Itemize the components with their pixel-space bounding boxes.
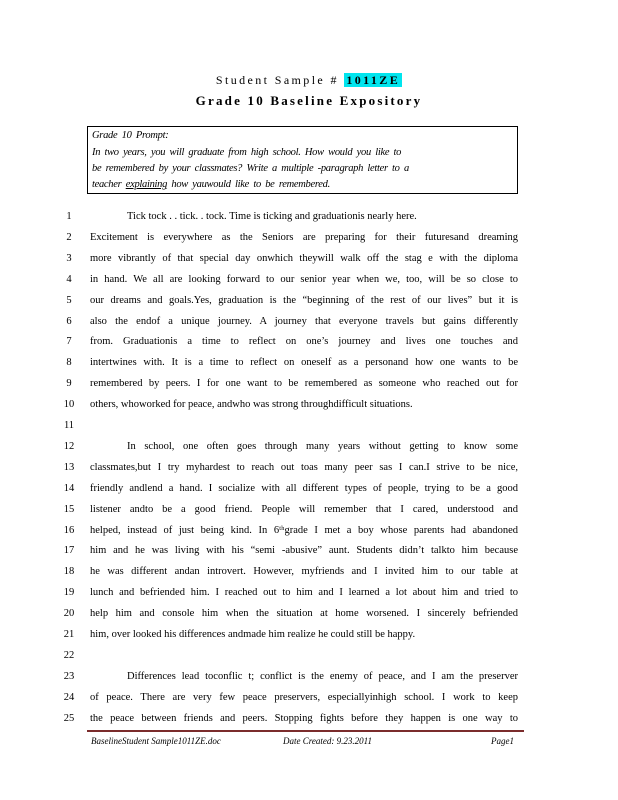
essay-line: the peace between friends and peers. Stopping fights before they happen is one way to (90, 713, 518, 724)
footer-date: Date Created: 9.23.2011 (283, 736, 372, 746)
line-number: 11 (63, 420, 75, 431)
line-number: 2 (66, 232, 72, 243)
prompt-text: how yauwould like to be remembered. (167, 179, 330, 190)
line-number: 22 (63, 650, 75, 661)
line-number: 23 (63, 671, 75, 682)
essay-line: intertwines with. It is a time to reflect on oneself as a personand how one wants to be (90, 357, 518, 368)
essay-line: also the endof a unique journey. A journey that everyone travels but gains differently (90, 316, 518, 327)
line-number: 6 (66, 316, 72, 327)
line-number: 18 (63, 566, 75, 577)
footer-page: Page1 (491, 736, 514, 746)
essay-line: Tick tock . . tick. . tock. Time is ticking and graduationis nearly here. (127, 211, 417, 222)
line-number: 17 (63, 545, 75, 556)
footer-filename: BaselineStudent Sample1011ZE.doc (91, 736, 221, 746)
line-number: 8 (66, 357, 72, 368)
line-number: 7 (66, 336, 72, 347)
essay-line: friendly andlend a hand. I socialize with all different types of people, trying to be a good (90, 483, 518, 494)
line-number: 3 (66, 253, 72, 264)
line-number: 15 (63, 504, 75, 515)
line-number: 4 (66, 274, 72, 285)
line-number: 10 (63, 399, 75, 410)
essay-line: our dreams and goals.Yes, graduation is the “beginning of the rest of our lives” but it is (90, 295, 518, 306)
essay-line: In school, one often goes through many years without getting to know some (127, 441, 518, 452)
document-subtitle: Grade 10 Baseline Expository (195, 93, 423, 108)
line-number: 19 (63, 587, 75, 598)
line-number: 21 (63, 629, 75, 640)
essay-line: Excitement is everywhere as the Seniors are preparing for their futuresand dreaming (90, 232, 518, 243)
prompt-line: In two years, you will graduate from high school. How would you like to (92, 147, 402, 158)
essay-line: classmates,but I try myhardest to reach out toas many peer sas I can.I strive to be nice, (90, 462, 518, 473)
essay-line: helped, instead of just being kind. In 6ᵗʰgrade I met a boy whose parents had abandoned (90, 525, 518, 536)
prompt-text: teacher (92, 179, 126, 190)
line-number: 9 (66, 378, 72, 389)
essay-line: him and he was living with his “semi -abusive” aunt. Students didn’t talkto him because (90, 545, 518, 556)
line-number: 24 (63, 692, 75, 703)
essay-line: in hand. We all are looking forward to our senior year when we, too, will be so close to (90, 274, 518, 285)
line-number: 16 (63, 525, 75, 536)
prompt-box (87, 126, 518, 194)
line-number: 1 (66, 211, 72, 222)
document-title (0, 73, 618, 88)
footer-rule (87, 730, 524, 732)
title-code-highlight: 1011ZE (346, 73, 401, 87)
essay-line: from. Graduationis a time to reflect on one’s journey and lives one touches and (90, 336, 518, 347)
line-number: 13 (63, 462, 75, 473)
essay-line: of peace. There are very few peace preservers, especiallyinhigh school. I work to keep (90, 692, 518, 703)
line-number: 25 (63, 713, 75, 724)
prompt-heading: Grade 10 Prompt: (92, 130, 169, 141)
essay-line: he was different andan introvert. However, myfriends and I invited him to our table at (90, 566, 518, 577)
line-number: 5 (66, 295, 72, 306)
line-number: 14 (63, 483, 75, 494)
prompt-line: be remembered by your classmates? Write a multiple -paragraph letter to a (92, 163, 409, 174)
essay-line: help him and console him when the situation at home worsened. I sincerely befriended (90, 608, 518, 619)
line-number: 12 (63, 441, 75, 452)
line-number: 20 (63, 608, 75, 619)
title-prefix: Student Sample # (215, 73, 345, 87)
essay-line: others, whoworked for peace, andwho was strong throughdifficult situations. (90, 399, 413, 410)
essay-line: listener andto be a good friend. People will remember that I cared, understood and (90, 504, 518, 515)
essay-line: remembered by peers. I for one want to be remembered as someone who reached out for (90, 378, 518, 389)
essay-line: lunch and befriended him. I reached out to him and I learned a lot about him and tried to (90, 587, 518, 598)
prompt-line (92, 179, 330, 190)
essay-line: him, over looked his differences andmade him realize he could still be happy. (90, 629, 416, 640)
prompt-underlined-word: explaining (125, 179, 168, 190)
essay-line: more vibrantly of that special day onwhich theywill walk off the stag e with the diploma (90, 253, 518, 264)
essay-line: Differences lead toconflic t; conflict is the enemy of peace, and I am the preserver (127, 671, 518, 682)
